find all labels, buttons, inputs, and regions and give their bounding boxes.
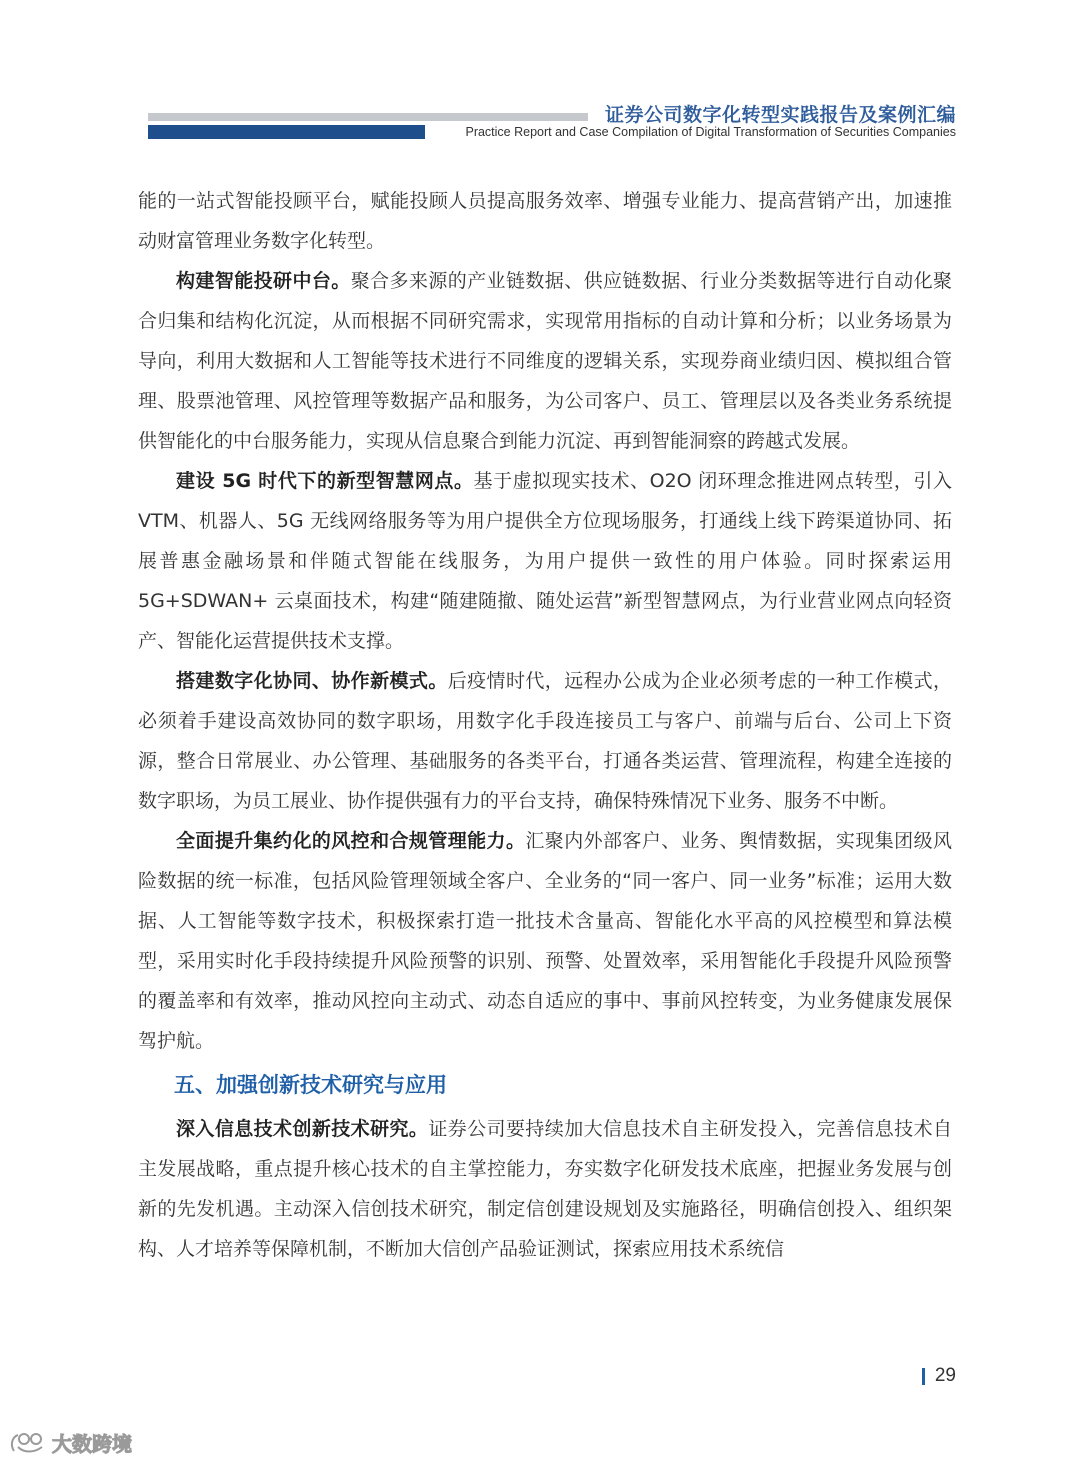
paragraph-text: 基于虚拟现实技术、O2O 闭环理念推进网点转型，引入 VTM、机器人、5G 无线网络服务等为用户提供全方位现场服务，打通线上线下跨渠道协同、拓展普惠金融场景和伴随式智能在线服务，为用户提供一致性的用户体验。同时探索运用 5G+SDWAN+ 云桌面技术，构建“随建随撤、随处运营”新型智慧网点，为行业营业网点向轻资产、智能化运营提供技术支撑。 [138, 470, 953, 652]
paragraph-risk-control [138, 821, 952, 1061]
header-title: 证券公司数字化转型实践报告及案例汇编 [604, 104, 956, 126]
paragraph-lead: 深入信息技术创新技术研究。 [176, 1118, 429, 1140]
watermark [8, 1428, 132, 1457]
paragraph-innovation-research [138, 1109, 952, 1269]
body-text [138, 181, 952, 1269]
paragraph-text: 证券公司要持续加大信息技术自主研发投入，完善信息技术自主发展战略，重点提升核心技术的自主掌控能力，夯实数字化研发技术底座，把握业务发展与创新的先发机遇。主动深入信创技术研究，制定信创建设规划及实施路径，明确信创投入、组织架构、人才培养等保障机制，不断加大信创产品验证测试，探索应用技术系统信 [138, 1118, 952, 1260]
paragraph-text: 聚合多来源的产业链数据、供应链数据、行业分类数据等进行自动化聚合归集和结构化沉淀，从而根据不同研究需求，实现常用指标的自动计算和分析；以业务场景为导向，利用大数据和人工智能等技术进行不同维度的逻辑关系，实现券商业绩归因、模拟组合管理、股票池管理、风控管理等数据产品和服务，为公司客户、员工、管理层以及各类业务系统提供智能化的中台服务能力，实现从信息聚合到能力沉淀、再到智能洞察的跨越式发展。 [138, 270, 952, 452]
paragraph-smart-research [138, 261, 952, 461]
paragraph-smart-branch [138, 461, 952, 661]
header-bar-light [148, 113, 588, 121]
paragraph-lead: 建设 5G 时代下的新型智慧网点。 [176, 470, 474, 492]
paragraph-lead: 搭建数字化协同、协作新模式。 [176, 670, 448, 692]
watermark-logo-icon [8, 1429, 48, 1457]
paragraph-lead: 全面提升集约化的风控和合规管理能力。 [176, 830, 526, 852]
paragraph-text: 汇聚内外部客户、业务、舆情数据，实现集团级风险数据的统一标准，包括风险管理领域全客户、全业务的“同一客户、同一业务”标准；运用大数据、人工智能等数字技术，积极探索打造一批技术含量高、智能化水平高的风控模型和算法模型，采用实时化手段持续提升风险预警的识别、预警、处置效率，采用智能化手段提升风险预警的覆盖率和有效率，推动风控向主动式、动态自适应的事中、事前风控转变，为业务健康发展保驾护航。 [138, 830, 952, 1052]
watermark-text: 大数跨境 [52, 1432, 132, 1456]
paragraph-lead: 构建智能投研中台。 [176, 270, 351, 292]
page-number [922, 1365, 956, 1387]
header-bar-dark [148, 125, 425, 139]
paragraph-collaboration [138, 661, 952, 821]
section-heading: 五、加强创新技术研究与应用 [174, 1073, 447, 1097]
paragraph-text: 后疫情时代，远程办公成为企业必须考虑的一种工作模式，必须着手建设高效协同的数字职场，用数字化手段连接员工与客户、前端与后台、公司上下资源，整合日常展业、办公管理、基础服务的各类平台，打通各类运营、管理流程，构建全连接的数字职场，为员工展业、协作提供强有力的平台支持，确保特殊情况下业务、服务不中断。 [138, 670, 952, 812]
page-number-text: 29 [934, 1365, 956, 1386]
paragraph-text: 能的一站式智能投顾平台，赋能投顾人员提高服务效率、增强专业能力、提高营销产出，加速推动财富管理业务数字化转型。 [138, 190, 952, 252]
header-subtitle: Practice Report and Case Compilation of Digital Transformation of Securities Companies [465, 125, 956, 139]
paragraph-continuation [138, 181, 952, 261]
page-number-mark [922, 1368, 925, 1385]
